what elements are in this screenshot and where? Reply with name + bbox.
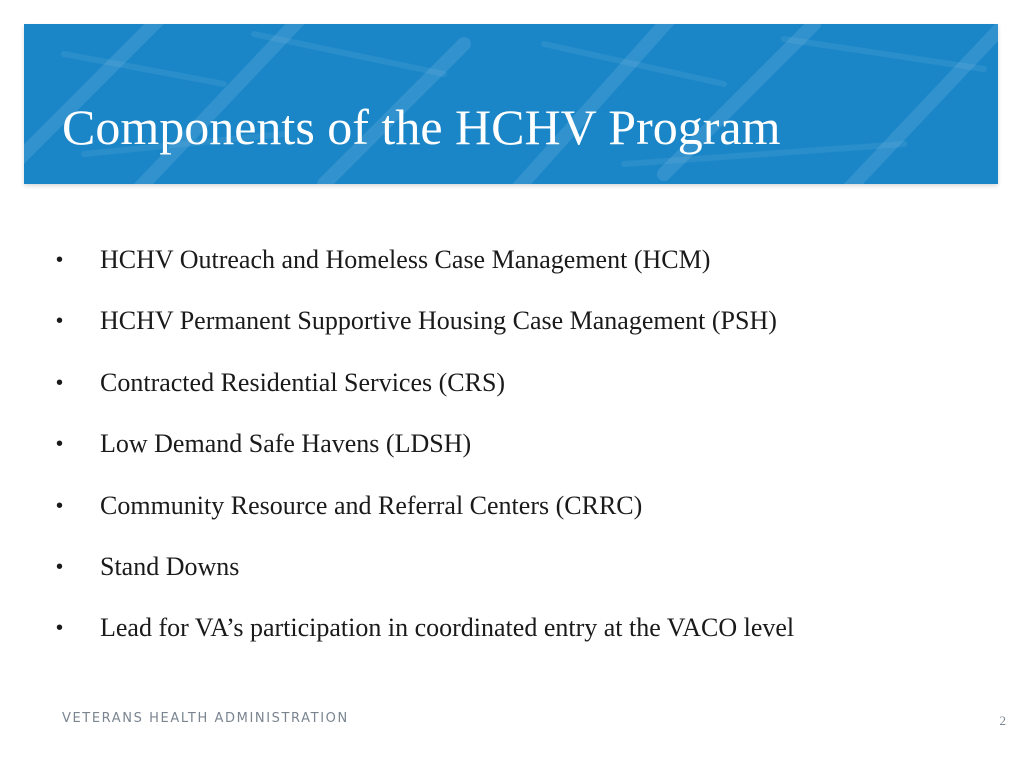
bullet-icon: •	[56, 555, 64, 578]
list-item-text: Lead for VA’s participation in coordinated entry at the VACO level	[100, 613, 795, 643]
list-item-text: Stand Downs	[100, 551, 240, 581]
bullet-icon: •	[56, 310, 64, 333]
slide-title: Components of the HCHV Program	[62, 99, 781, 155]
list-item-text: Community Resource and Referral Centers (CRRC)	[100, 490, 643, 520]
title-banner	[24, 24, 998, 184]
bullet-icon: •	[56, 371, 64, 394]
footer-organization: VETERANS HEALTH ADMINISTRATION	[62, 711, 349, 726]
bullet-icon: •	[56, 617, 64, 640]
list-item-text: Contracted Residential Services (CRS)	[100, 367, 506, 397]
list-item-text: HCHV Permanent Supportive Housing Case Management (PSH)	[100, 306, 777, 336]
page-number: 2	[999, 713, 1006, 728]
bullet-icon: •	[56, 249, 64, 271]
bullet-icon: •	[56, 433, 64, 456]
list-item-text: Low Demand Safe Havens (LDSH)	[100, 429, 472, 459]
bullet-icon: •	[56, 494, 64, 517]
list-item-text: HCHV Outreach and Homeless Case Management (HCM)	[100, 245, 711, 274]
